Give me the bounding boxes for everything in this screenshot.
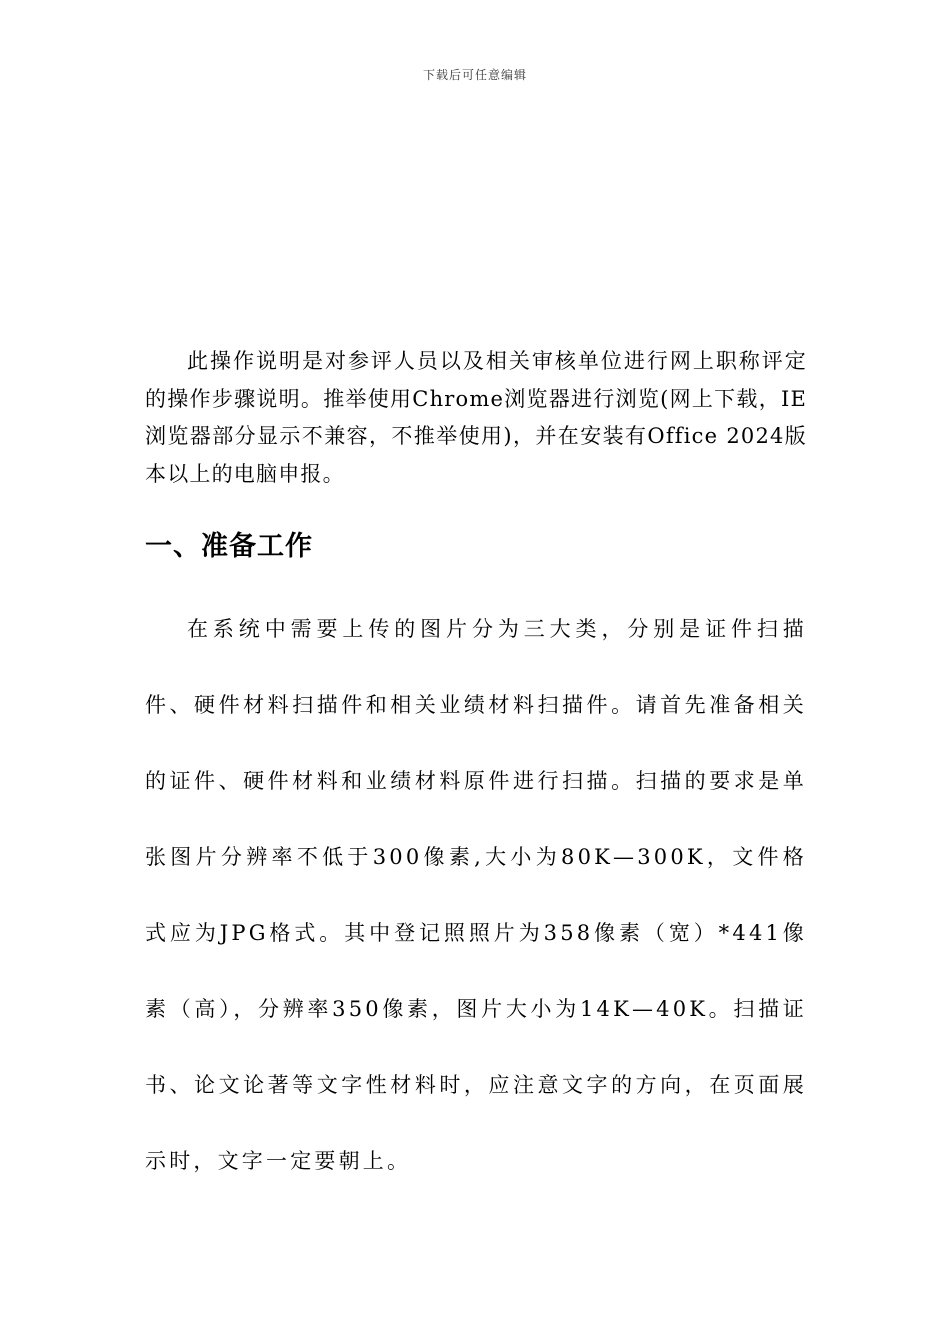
section-heading-preparation: 一、准备工作 [145,531,313,562]
header-note: 下载后可任意编辑 [422,68,527,82]
document-body [145,343,807,1199]
preparation-paragraph: 在系统中需要上传的图片分为三大类，分别是证件扫描件、硬件材料扫描件和相关业绩材料扫描件。请首先准备相关的证件、硬件材料和业绩材料原件进行扫描。扫描的要求是单张图片分辨率不低于300像素,大小为80K—300K，文件格式应为JPG格式。其中登记照照片为358像素（宽）*441像素（高），分辨率350像素，图片大小为14K—40K。扫描证书、论文论著等文字性材料时，应注意文字的方向，在页面展示时，文字一定要朝上。 [145,617,807,1173]
intro-paragraph: 此操作说明是对参评人员以及相关审核单位进行网上职称评定的操作步骤说明。推举使用Chrome浏览器进行浏览(网上下载，IE浏览器部分显示不兼容，不推举使用)，并在安装有Office 2024版本以上的电脑申报。 [145,349,807,486]
